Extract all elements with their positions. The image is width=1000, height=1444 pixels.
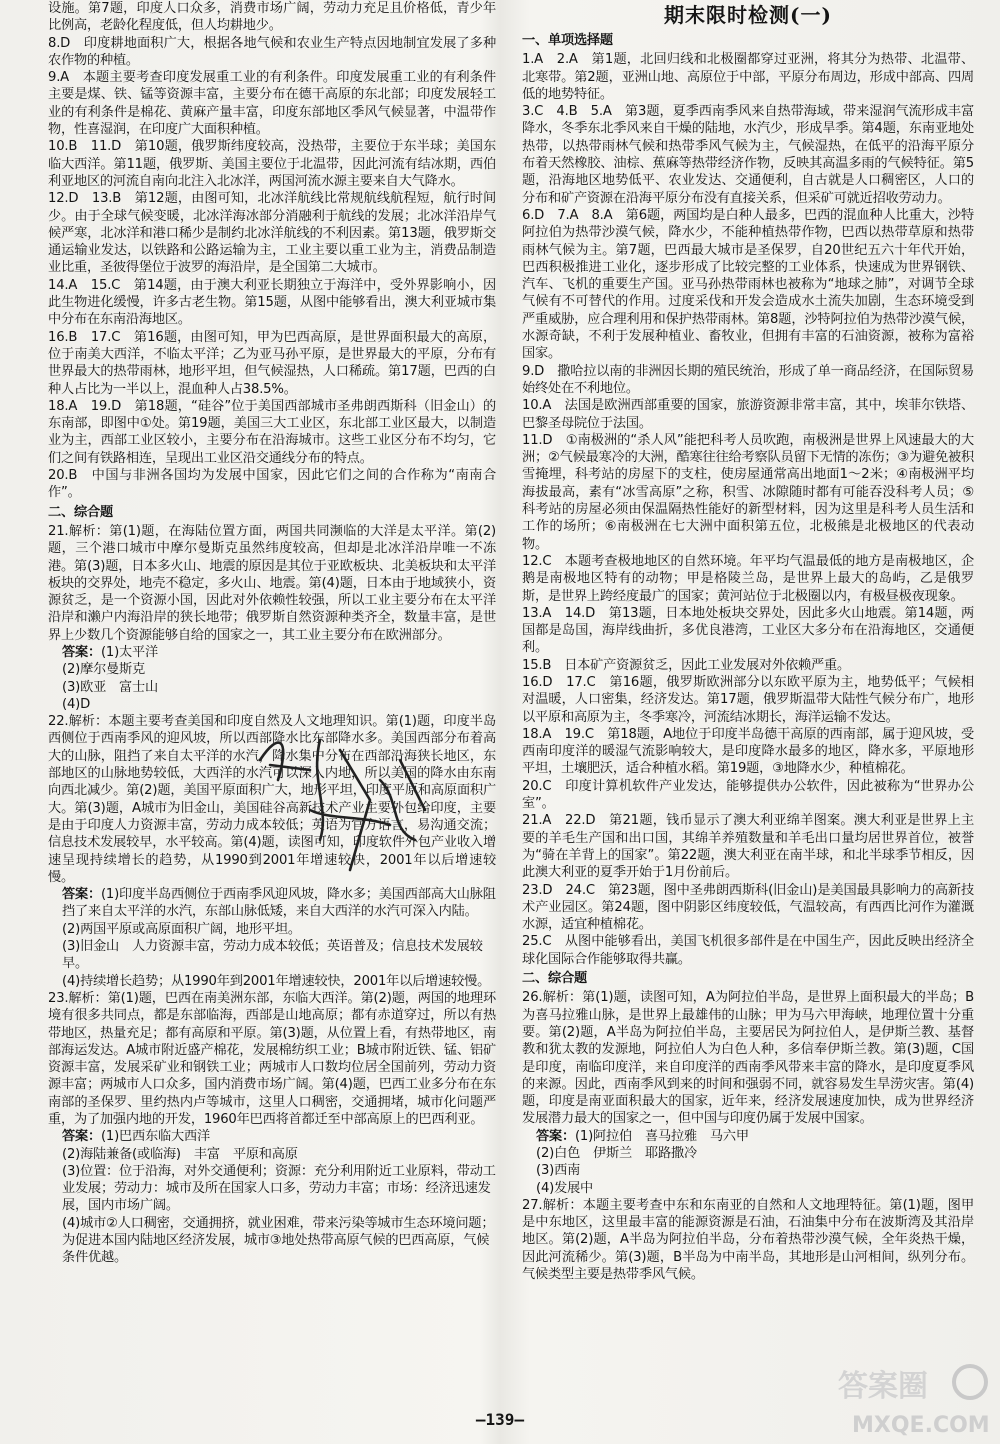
- answer-line: [62, 661, 496, 678]
- answer-line-text: (1)巴西东临大西洋: [100, 1129, 210, 1145]
- page-title: 期末限时检测(一): [664, 3, 832, 27]
- answer-item: 8.D 印度耕地面积广大，根据各地气候和农业生产特点因地制宜发展了多种农作物的种植。: [48, 35, 496, 68]
- answer-item: 1.A 2.A 第1题，北回归线和北极圈都穿过亚洲，将其分为热带、北温带、北寒带。第2题，亚洲山地、高原位于中部，平原分布周边，形成中部高、四周低的地势特征。: [522, 52, 974, 102]
- watermark-url: MXQE.COM: [852, 1413, 990, 1438]
- answer-line-text: (1)太平洋: [100, 644, 159, 660]
- answer-line: [62, 644, 496, 661]
- answer-line: [62, 921, 496, 938]
- section-heading: 二、综合题: [48, 504, 113, 520]
- answer-line: [536, 1145, 974, 1162]
- answer-block: [522, 1128, 974, 1197]
- answer-item: 设施。第7题，印度人口众多，消费市场广阔，劳动力充足且价格低，青少年比例高，老龄化程度低，但人均耕地少。: [48, 1, 496, 34]
- answer-item: 18.A 19.C 第18题，A地位于印度半岛德干高原的西南部，属于迎风坡，受西南印度洋的暖湿气流影响较大，是印度降水最多的地区，降水多，平原地形平坦，土壤肥沃，适合种植水稻。第19题，③地降水少，种植棉花。: [522, 726, 974, 777]
- answer-item: 20.B 中国与非洲各国均为发展中国家，因此它们之间的合作称为“南南合作”。: [48, 468, 496, 501]
- answer-item: 16.D 17.C 第16题，俄罗斯欧洲部分以东欧平原为主，地势低平；气候相对温暖，人口密集，经济发达。第17题，俄罗斯温带大陆性气候分布广，地形以平原和高原为主，冬季寒冷，河流结冰期长，海洋运输不发达。: [522, 674, 974, 725]
- answer-item: 16.B 17.C 第16题，由图可知，甲为巴西高原，是世界面积最大的高原，位于南美大西洋，不临太平洋；乙为亚马孙平原，是世界最大的平原，分布有世界最大的热带雨林，地形平坦，但气候湿热，人口稀疏。第17题，巴西的白种人占比为一半以上，混血种人占38.5%。: [48, 329, 496, 397]
- answer-item: 9.D 撒哈拉以南的非洲因长期的殖民统治，形成了单一商品经济，在国际贸易始终处在不利地位。: [522, 363, 974, 396]
- answer-block: [48, 886, 496, 990]
- answer-block: [48, 644, 496, 713]
- answer-line-text: (2)白色 伊斯兰 耶路撒冷: [536, 1146, 697, 1161]
- right-column: [522, 0, 974, 1404]
- answer-line-text: (2)海陆兼备(或临海) 丰富 平原和高原: [62, 1146, 298, 1162]
- watermark-logo: [832, 1358, 992, 1438]
- answer-line-text: (4)持续增长趋势；从1990年到2001年增速较快，2001年以后增速较慢。: [62, 973, 491, 989]
- answer-line: [62, 696, 496, 713]
- answer-line-text: (3)欧亚 富士山: [62, 679, 159, 695]
- answer-label: 答案：: [536, 1128, 575, 1144]
- answer-item: 10.B 11.D 第10题，俄罗斯纬度较高，没热带，主要位于东半球；美国东临大西洋。第11题，俄罗斯、美国主要位于北温带，因此河流有结冰期，西伯利亚地区的河流自南向北注入北冰洋，两国河流水源主要来自大气降水。: [48, 139, 496, 189]
- answer-label: 答案：: [62, 1129, 101, 1145]
- answer-item: 22.解析：本题主要考查美国和印度自然及人文地理知识。第(1)题，印度半岛西侧位于西南季风的迎风坡，所以西部降水比东部降水多。美国西部分布着高大的山脉，阻挡了来自太平洋的水汽，降水集中分布在西部沿海狭长地区，东部地区的山脉地势较低，大西洋的水汽可以深入内地，所以美国的降水由东南向西北减少。第(2)题，美国平原面积广大，地形平坦，印度平原和高原面积广大。第(3)题，A城市为旧金山，美国硅谷高新技术产业主要外包给印度，主要是由于印度人力资源丰富，劳动力成本较低；英语为官方语言，易沟通交流；信息技术发展较早，水平较高。第(4)题，读图可知，印度软件外包产业收入增速呈现持续增长的趋势，从1990到2001年增速较快，2001年以后增速较慢。: [48, 714, 496, 885]
- answer-item: 11.D ①南极洲的“杀人风”能把科考人员吹跑，南极洲是世界上风速最大的大洲；②气候最寒冷的大洲，酷寒往往给考察队员留下无情的冻伤；③为避免被积雪掩埋，科考站的房屋下的支柱，使房屋通常高出地面1～2米；④南极洲平均海拔最高，素有“冰雪高原”之称，积雪、冰隙随时都有可能吞没科考人员；⑤科考站的房屋必须由保温隔热性能好的新型材料，因为这里是科考人员生活和工作的场所；⑥南极洲在七大洲中面积第五位，北极熊是北极地区的代表动物。: [522, 432, 974, 552]
- page-number: —139—: [475, 1410, 525, 1429]
- answer-line-text: (1)印度半岛西侧位于西南季风迎风坡，降水多；美国西部高大山脉阻挡了来自太平洋的水汽，东部山脉低矮，来自大西洋的水汽可深入内陆。: [62, 887, 496, 920]
- answer-line: [62, 1146, 496, 1163]
- answer-item: 18.A 19.D 第18题，“硅谷”位于美国西部城市圣弗朗西斯科（旧金山）的东南部，即图中①处。第19题，美国三大工业区，东北部工业区最大，以制造业为主，西部工业区较小，主要分布在沿海城市。这些工业区分布不均匀，它们之间有铁路相连，呈现出工业区沿交通线分布的特点。: [48, 398, 496, 466]
- answer-line-text: (4)D: [62, 696, 91, 712]
- answer-item: 23.D 24.C 第23题，图中圣弗朗西斯科(旧金山)是美国最具影响力的高新技术产业园区。第24题，图中阴影区纬度较低，气温较高，有西西比河作为灌溉水源，适宜种植棉花。: [522, 882, 974, 933]
- handwritten-scribble: [250, 720, 450, 880]
- answer-item: 27.解析：本题主要考查中东和东南亚的自然和人文地理特征。第(1)题，图甲是中东地区，这里最丰富的能源资源是石油，石油集中分布在波斯湾及其沿岸地区。第(2)题，A半岛为阿拉伯半岛，分布着热带沙漠气候，全年炎热干燥，因此河流稀少。第(3)题，B半岛为中南半岛，其地形是山河相间，纵列分布。气候类型主要是热带季风气候。: [522, 1197, 974, 1283]
- answer-line-text: (3)西南: [536, 1163, 581, 1179]
- answer-line-text: (4)发展中: [536, 1180, 594, 1196]
- answer-line: [62, 886, 496, 921]
- answer-item: 12.C 本题考查极地地区的自然环境。年平均气温最低的地方是南极地区，企鹅是南极地区特有的动物；甲是格陵兰岛，是世界上最大的岛屿，乙是俄罗斯，是世界上跨经度最广的国家；黄河站位于北极圈以内，有极昼极夜现象。: [522, 553, 974, 604]
- answer-item: 12.D 13.B 第12题，由图可知，北冰洋航线比常规航线航程短，航行时间少。由于全球气候变暖，北冰洋海冰部分消融利于航线的发展；北冰洋沿岸气候严寒，北冰洋和港口稀少是制约北冰洋航线的不利因素。第13题，俄罗斯交通运输业发达，以铁路和公路运输为主，工业主要以重工业为主，消费品制造业比重，圣彼得堡位于波罗的海沿岸，是全国第二大城市。: [48, 191, 496, 276]
- section-heading: 一、单项选择题: [522, 33, 613, 48]
- answer-line: [536, 1162, 974, 1179]
- answer-item: 21.A 22.D 第21题，钱币显示了澳大利亚绵羊图案。澳大利亚是世界上主要的羊毛生产国和出口国，其绵羊养殖数量和羊毛出口量均居世界首位，被誉为“骑在羊背上的国家”。第22题，澳大利亚在南半球，和北半球季节相反，因此澳大利亚的夏季开始于1月份前后。: [522, 813, 974, 881]
- answer-line: [62, 938, 496, 973]
- answer-item: 15.B 日本矿产资源贫乏，因此工业发展对外依赖严重。: [522, 657, 850, 673]
- answer-line: [62, 679, 496, 696]
- answer-line-text: (3)旧金山 人力资源丰富，劳动力成本较低；英语普及；信息技术发展较早。: [62, 939, 483, 972]
- watermark-logo-text: 答案圈: [838, 1369, 928, 1404]
- answer-line: [62, 1215, 496, 1267]
- answer-line: [62, 1163, 496, 1215]
- answer-item: 6.D 7.A 8.A 第6题，两国均是白种人最多，巴西的混血种人比重大，沙特阿拉伯为热带沙漠气候，降水少，不能种植热带作物，巴西以热带草原和热带雨林气候为主。第7题，巴西最大城市是圣保罗，自20世纪五六十年代开始，巴西积极推进工业化，逐步形成了比较完整的工业体系，快速成为世界钢铁、汽车、飞机的重要生产国。亚马孙热带雨林也被称为“地球之肺”，对调节全球气候有不可替代的作用。过度采伐和开发会造成水土流失加剧，生态环境受到严重威胁，应合理利用和保护热带雨林。第8题，沙特阿拉伯为热带沙漠气候，水源奇缺，不利于发展种植业、畜牧业，但拥有丰富的石油资源，被称为富裕国家。: [522, 207, 974, 362]
- answer-label: 答案：: [62, 644, 101, 660]
- answer-item: 20.C 印度计算机软件产业发达，能够提供办公软件，因此被称为“世界办公室”。: [522, 778, 974, 812]
- answer-line: [536, 1180, 974, 1197]
- answer-item: 23.解析：第(1)题，巴西在南美洲东部，东临大西洋。第(2)题，两国的地理环境有很多共同点，都是东部临海，西部是山地高原；都有赤道穿过，所以有热带地区，热量充足；都有高原和平原。第(3)题，从位置上看，有热带地区，南部海运发达。A城市附近盛产棉花，发展棉纺织工业；B城市附近铁、锰、铝矿资源丰富，发展采矿业和钢铁工业；两城市人口数均位居全国前列，劳动力资源丰富；两城市人口众多，国内消费市场广阔。第(4)题，巴西工业多分布在东南部的圣保罗、里约热内卢等城市，这里人口稠密，交通拥堵，城市化问题严重，为了加强内地的开发，1960年巴西将首都迁至中部高原上的巴西利亚。: [48, 990, 496, 1127]
- answer-item: 10.A 法国是欧洲西部重要的国家，旅游资源非常丰富，其中，埃菲尔铁塔、巴黎圣母院位于法国。: [522, 398, 974, 431]
- answer-line-text: (4)城市②人口稠密，交通拥挤，就业困难，带来污染等城市生态环境问题；为促进本国内陆地区经济发展，城市③地处热带高原气候的巴西高原，气候条件优越。: [62, 1215, 495, 1266]
- answer-item: 13.A 14.D 第13题，日本地处板块交界处，因此多火山地震。第14题，两国都是岛国，海岸线曲折，多优良港湾，工业区大多分布在沿海地区，交通便利。: [522, 605, 974, 656]
- left-column: [48, 0, 496, 1404]
- answer-item: 25.C 从图中能够看出，美国飞机很多部件是在中国生产，因此反映出经济全球化国际合作能够取得共赢。: [522, 934, 974, 967]
- answer-item: 21.解析：第(1)题，在海陆位置方面，两国共同濒临的大洋是太平洋。第(2)题，三个港口城市中摩尔曼斯克虽然纬度较高，但却是北冰洋沿岸唯一不冻港。第(3)题，日本多火山、地震的原因是其位于亚欧板块、北美板块和太平洋板块的交界处，地壳不稳定，多火山、地震。第(4)题，日本由于地域狭小，资源贫乏，是一个资源小国，因此对外依赖性较强，所以工业主要分布在太平洋沿岸和濑户内海沿岸的狭长地带；俄罗斯自然资源种类齐全，数量丰富，是世界上少数几个资源能够自给的国家之一，其工业主要分布在欧洲部分。: [48, 523, 496, 643]
- section-heading: 二、综合题: [522, 971, 587, 987]
- answer-item: 14.A 15.C 第14题，由于澳大利亚长期独立于海洋中，受外界影响小，因此生物进化缓慢，许多古老生物。第15题，从图中能够看出，澳大利亚城市集中分布在东南沿海地区。: [48, 277, 496, 328]
- answer-line-text: (1)阿拉伯 喜马拉雅 马六甲: [574, 1128, 749, 1144]
- answer-label: 答案：: [62, 887, 101, 903]
- answer-line: [62, 973, 496, 990]
- answer-item: 26.解析：第(1)题，读图可知，A为阿拉伯半岛，是世界上面积最大的半岛；B为喜马拉雅山脉，是世界上最雄伟的山脉；甲为马六甲海峡，地理位置十分重要。第(2)题，A半岛为阿拉伯半岛，主要居民为阿拉伯人，是伊斯兰教、基督教和犹太教的发源地，阿拉伯人为白色人种，多信奉伊斯兰教。第(3)题，C国是印度，南临印度洋，来自印度洋的西南季风带来丰富的降水，是印度夏季风的来源。因此，西南季风到来的时间和强弱不同，就容易发生旱涝灾害。第(4)题，印度是南亚面积最大的国家，近年来，经济发展速度加快，成为世界经济发展潜力最大的国家之一，但中国与印度仍属于发展中国家。: [522, 990, 974, 1127]
- answer-line-text: (2)摩尔曼斯克: [62, 662, 146, 678]
- answer-line-text: (3)位置：位于沿海，对外交通便利；资源：充分利用附近工业原料，带动工业发展；劳动力：城市及所在国家人口多，劳动力丰富；市场：经济迅速发展，国内市场广阔。: [62, 1163, 496, 1214]
- answer-line-text: (2)两国平原或高原面积广阔，地形平坦。: [62, 921, 301, 937]
- answer-line: [62, 1128, 496, 1145]
- right-column-body: [522, 32, 974, 1283]
- answer-block: [48, 1128, 496, 1266]
- answer-item: 3.C 4.B 5.A 第3题，夏季西南季风来自热带海域，带来湿润气流形成丰富降水，冬季东北季风来自干燥的陆地，水汽少，形成旱季。第4题，东南亚地处热带，以热带雨林气候和热带季风气候为主，气候湿热，在低平的沿海平原分布着天然橡胶、油棕、蕉麻等热带经济作物，反映其高温多雨的气候特征。第5题，沿海地区地势低平、农业发达、交通便利，自古就是人口稠密区，人口的分布和矿产资源在沿海平原分布没有直接关系，但采矿可就近招收劳动力。: [522, 104, 974, 206]
- answer-item: 9.A 本题主要考查印度发展重工业的有利条件。印度发展重工业的有利条件主要是煤、铁、锰等资源丰富，主要分布在德干高原的东北部；印度发展轻工业的有利条件是棉花、黄麻产量丰富，印度东部地区季风气候显著，中温带作物，性喜湿润，在印度广大面积种植。: [48, 70, 496, 138]
- answer-line: [536, 1128, 974, 1145]
